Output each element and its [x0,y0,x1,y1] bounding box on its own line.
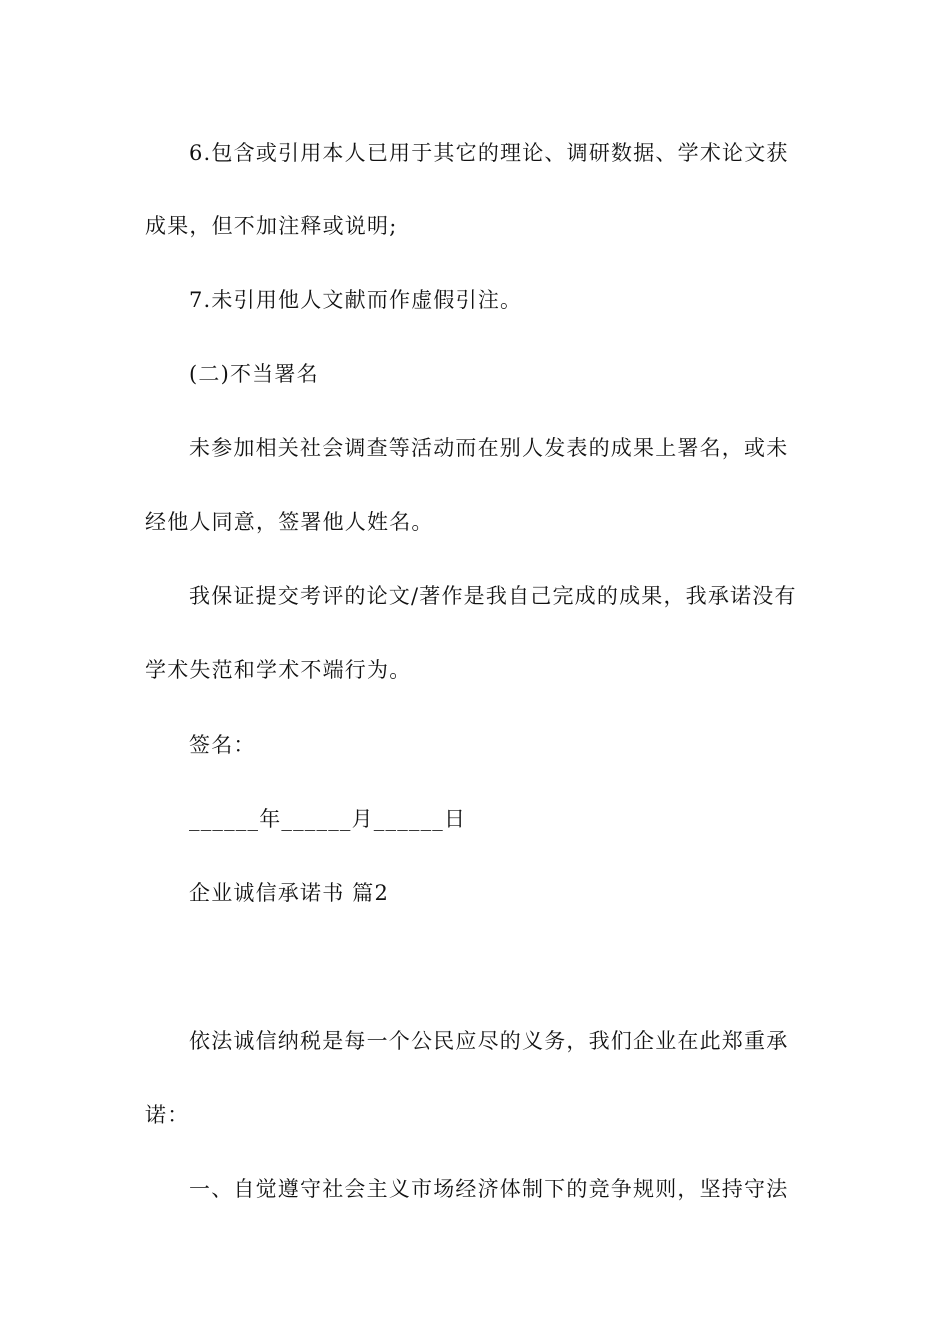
tax-pledge-intro-line-1: 依法诚信纳税是每一个公民应尽的义务，我们企业在此郑重承 [189,1029,789,1053]
pledge-statement-line-1: 我保证提交考评的论文/著作是我自己完成的成果，我承诺没有 [189,584,797,608]
paragraph-item-7: 7.未引用他人文献而作虚假引注。 [189,288,523,312]
paragraph-authorship-line-2: 经他人同意，签署他人姓名。 [145,510,434,534]
tax-pledge-intro-line-2: 诺： [145,1103,190,1127]
section-heading-improper-authorship: (二)不当署名 [189,362,319,386]
pledge-statement-line-2: 学术失范和学术不端行为。 [145,658,412,682]
date-line: ______年______月______日 [189,807,467,831]
paragraph-authorship-line-1: 未参加相关社会调查等活动而在别人发表的成果上署名，或未 [189,436,789,460]
signature-label: 签名： [189,733,256,757]
pledge-point-1: 一、自觉遵守社会主义市场经济体制下的竞争规则，坚持守法 [189,1177,789,1201]
paragraph-item-6-line-1: 6.包含或引用本人已用于其它的理论、调研数据、学术论文获 [189,141,789,165]
document-section-title: 企业诚信承诺书 篇2 [189,881,390,905]
paragraph-item-6-line-2: 成果，但不加注释或说明; [145,214,398,238]
